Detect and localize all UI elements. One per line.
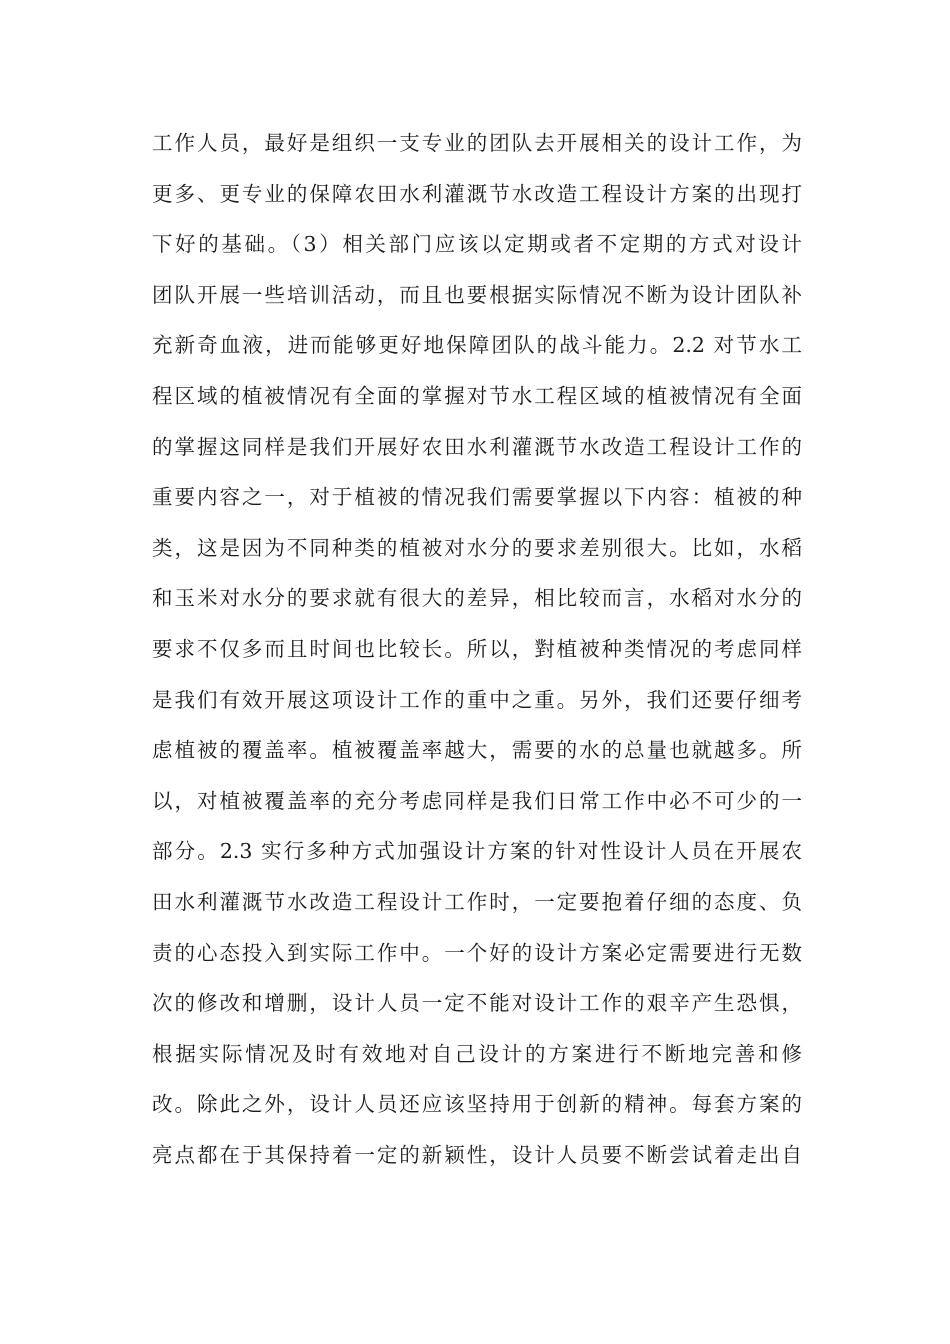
- text-line: 类，这是因为不同种类的植被对水分的要求差别很大。比如，水稻: [152, 535, 802, 560]
- text-line: 是我们有效开展这项设计工作的重中之重。另外，我们还要仔细考: [152, 687, 802, 712]
- text-line: 根据实际情况及时有效地对自己设计的方案进行不断地完善和修: [152, 1041, 802, 1066]
- body-text: [152, 118, 802, 1180]
- text-line: 要求不仅多而且时间也比较长。所以，對植被种类情况的考虑同样: [152, 636, 802, 661]
- text-line: 程区域的植被情况有全面的掌握对节水工程区域的植被情况有全面: [152, 383, 802, 408]
- text-line: 部分。2.3 实行多种方式加强设计方案的针对性设计人员在开展农: [152, 839, 802, 864]
- text-line: 充新奇血液，进而能够更好地保障团队的战斗能力。2.2 对节水工: [152, 333, 802, 358]
- text-line: 的掌握这同样是我们开展好农田水利灌溉节水改造工程设计工作的: [152, 434, 802, 459]
- text-line: 虑植被的覆盖率。植被覆盖率越大，需要的水的总量也就越多。所: [152, 738, 802, 763]
- text-line: 亮点都在于其保持着一定的新颖性，设计人员要不断尝试着走出自: [152, 1142, 802, 1167]
- text-line: 责的心态投入到实际工作中。一个好的设计方案必定需要进行无数: [152, 940, 802, 965]
- text-line: 工作人员，最好是组织一支专业的团队去开展相关的设计工作，为: [152, 131, 802, 155]
- text-line: 田水利灌溉节水改造工程设计工作时，一定要抱着仔细的态度、负: [152, 889, 802, 914]
- text-line: 次的修改和增删，设计人员一定不能对设计工作的艰辛产生恐惧，: [152, 991, 802, 1016]
- text-line: 改。除此之外，设计人员还应该坚持用于创新的精神。每套方案的: [152, 1092, 802, 1117]
- text-line: 下好的基础。（3）相关部门应该以定期或者不定期的方式对设计: [152, 232, 802, 257]
- text-line: 以，对植被覆盖率的充分考虑同样是我们日常工作中必不可少的一: [152, 788, 802, 813]
- text-line: 和玉米对水分的要求就有很大的差异，相比较而言，水稻对水分的: [152, 586, 802, 611]
- text-line: 重要内容之一，对于植被的情况我们需要掌握以下内容：植被的种: [152, 485, 802, 510]
- text-line: 团队开展一些培训活动，而且也要根据实际情况不断为设计团队补: [152, 282, 802, 307]
- text-line: 更多、更专业的保障农田水利灌溉节水改造工程设计方案的出现打: [152, 181, 802, 206]
